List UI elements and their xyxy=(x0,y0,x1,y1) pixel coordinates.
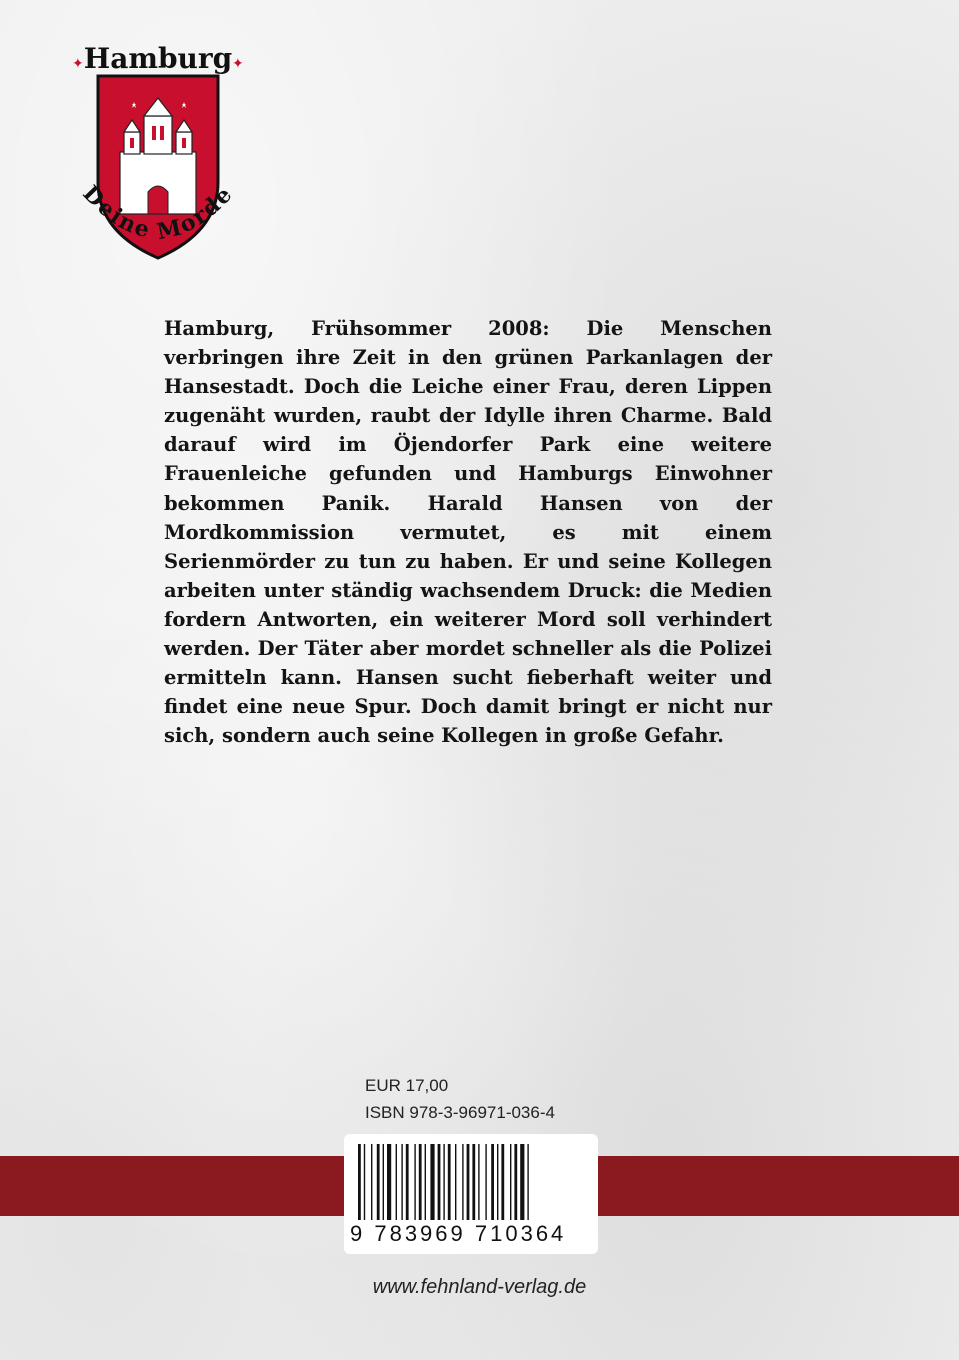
barcode xyxy=(344,1134,598,1254)
blurb-text: Hamburg, Frühsommer 2008: Die Menschen verbringen ihre Zeit in den grünen Parkanlagen der Hansestadt. Doch die Leiche einer Frau, deren Lippen zugenäht wurden, raubt der Idylle ihren Charme. Bald darauf wird im Öjendorfer Park eine weitere Frauenleiche gefunden und Hamburgs Einwohner bekommen Panik. Harald Hansen von der Mordkommission vermutet, es mit einem Serienmörder zu tun zu haben. Er und seine Kollegen arbeiten unter ständig wachsendem Druck: die Medien fordern Antworten, ein weiterer Mord soll verhindert werden. Der Täter aber mordet schneller als die Polizei ermitteln kann. Hansen sucht fieberhaft weiter und findet eine neue Spur. Doch damit bringt er nicht nur sich, sondern auch seine Kollegen in große Gefahr. xyxy=(164,317,772,748)
logo-bottom-word: Deine Morde xyxy=(77,180,239,246)
barcode-digits: 9 783969 710364 xyxy=(350,1221,567,1246)
hamburg-coat-of-arms-icon xyxy=(58,32,258,272)
svg-text:✦: ✦ xyxy=(232,57,244,72)
svg-text:✦: ✦ xyxy=(72,57,84,72)
hamburg-deine-morde-logo xyxy=(58,32,258,272)
isbn-label: ISBN 978-3-96971-036-4 xyxy=(365,1103,555,1122)
barcode-bars-icon xyxy=(358,1144,584,1220)
price-label: EUR 17,00 xyxy=(365,1076,449,1095)
logo-top-word: Hamburg xyxy=(83,42,233,75)
publisher-website: www.fehnland-verlag.de xyxy=(372,1276,587,1298)
